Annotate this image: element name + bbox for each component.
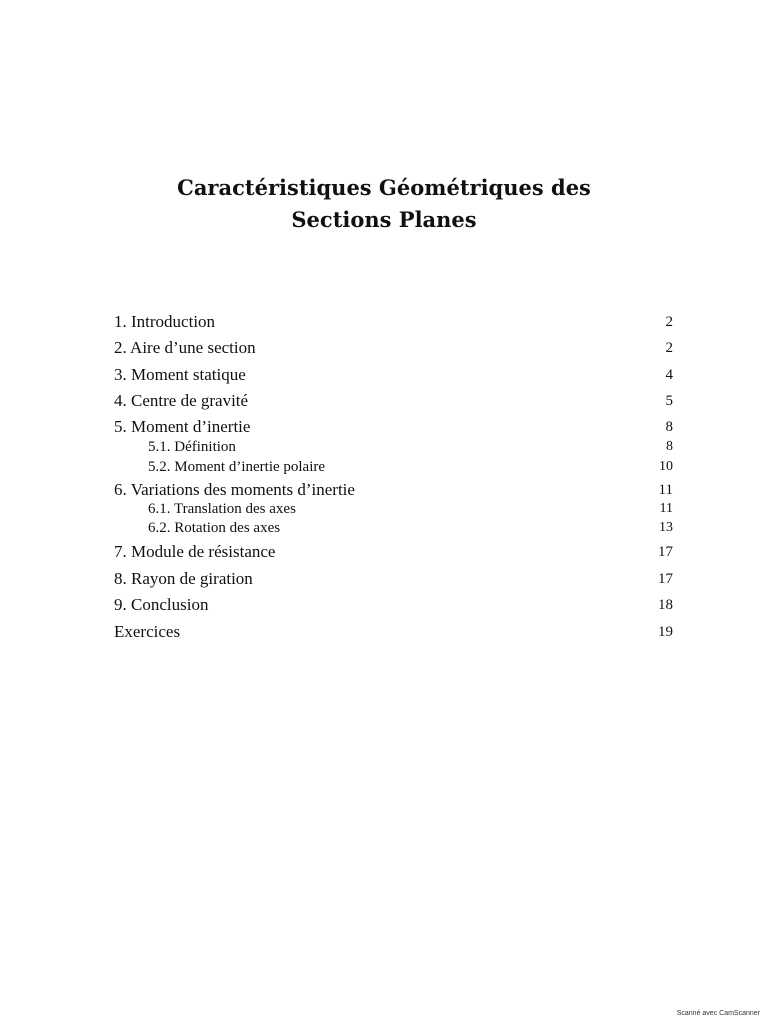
toc-entry-label: 6.1. Translation des axes	[148, 501, 296, 517]
toc-entry-label: 6. Variations des moments d’inertie	[114, 480, 355, 499]
scanner-watermark: Scanné avec CamScanner	[676, 1010, 760, 1017]
toc-entry-label: 3. Moment statique	[114, 365, 246, 384]
toc-entry-label: 9. Conclusion	[114, 595, 209, 614]
toc-entry-page: 17	[658, 544, 673, 560]
toc-entry-page: 5	[665, 393, 673, 409]
toc-entry-exercices	[0, 621, 768, 643]
toc-entry-label: 6.2. Rotation des axes	[148, 520, 281, 536]
toc-entry-page: 2	[665, 314, 673, 330]
document-title-line-1: Caractéristiques Géométriques des	[177, 175, 591, 200]
toc-entry-page: 11	[659, 501, 673, 516]
toc-entry-page: 13	[659, 520, 673, 535]
toc-subentry-moment-polaire	[0, 456, 768, 478]
toc-entry-label: 7. Module de résistance	[114, 542, 276, 561]
toc-entry-page: 2	[665, 340, 673, 356]
toc-entry-module-resistance	[0, 541, 768, 563]
toc-entry-aire	[0, 337, 768, 359]
toc-entry-label: 1. Introduction	[114, 312, 216, 331]
toc-entry-label: 5.2. Moment d’inertie polaire	[148, 459, 326, 475]
toc-entry-page: 8	[665, 419, 673, 435]
toc-entry-page: 17	[658, 571, 673, 587]
toc-entry-centre-gravite	[0, 390, 768, 412]
document-title-line-2: Sections Planes	[291, 207, 477, 232]
toc-entry-rayon-giration	[0, 568, 768, 590]
toc-entry-label: Exercices	[114, 622, 181, 641]
toc-entry-page: 4	[665, 367, 673, 383]
toc-entry-moment-inertie	[0, 416, 768, 438]
toc-entry-label: 5.1. Définition	[148, 439, 236, 455]
toc-subentry-definition	[0, 436, 768, 458]
toc-entry-page: 19	[658, 624, 673, 640]
toc-entry-label: 8. Rayon de giration	[114, 569, 253, 588]
toc-entry-page: 10	[659, 459, 673, 474]
toc-entry-introduction	[0, 311, 768, 333]
toc-entry-page: 8	[666, 439, 673, 454]
toc-entry-conclusion	[0, 594, 768, 616]
toc-entry-page: 18	[658, 597, 673, 613]
toc-entry-label: 2. Aire d’une section	[114, 338, 256, 357]
toc-entry-moment-statique	[0, 364, 768, 386]
toc-entry-page: 11	[658, 482, 673, 498]
toc-entry-label: 4. Centre de gravité	[114, 391, 249, 410]
toc-subentry-rotation	[0, 517, 768, 539]
toc-entry-label: 5. Moment d’inertie	[114, 417, 251, 436]
